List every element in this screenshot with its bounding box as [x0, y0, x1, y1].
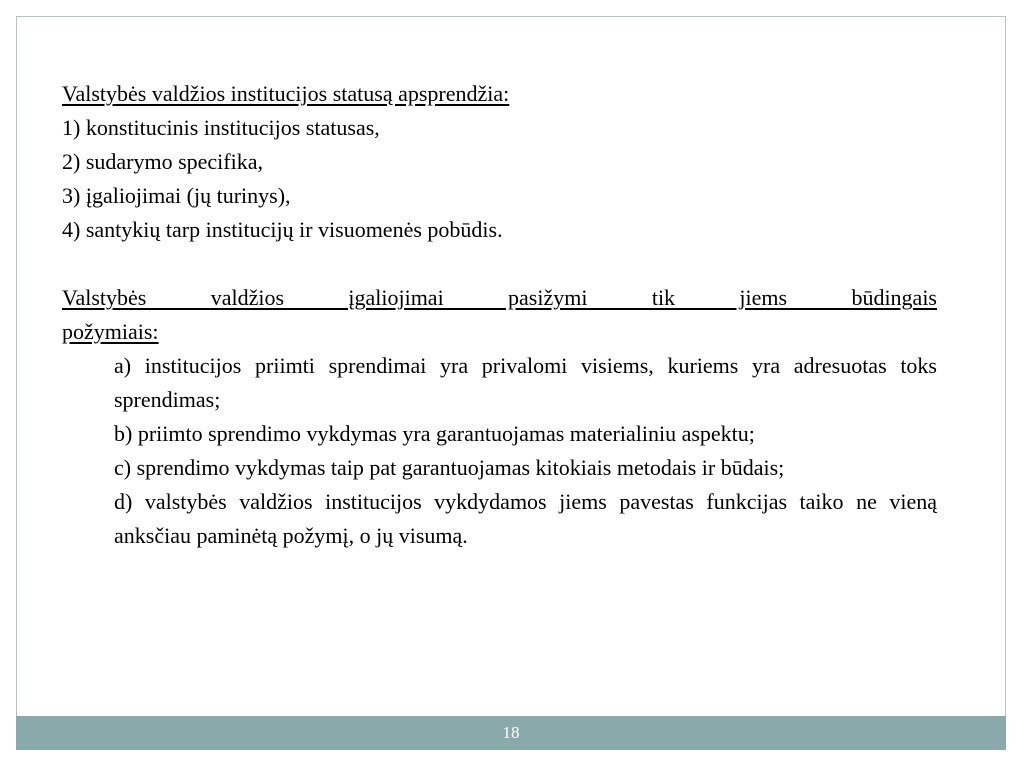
section2-list	[62, 349, 937, 553]
section1-item-4: 4) santykių tarp institucijų ir visuomenės pobūdis.	[62, 217, 503, 242]
section2-item-d: d) valstybės valdžios institucijos vykdydamos jiems pavestas funkcijas taiko ne vieną anksčiau paminėtą požymį, o jų visumą.	[114, 489, 937, 548]
section2-item-c: c) sprendimo vykdymas taip pat garantuojamas kitokiais metodais ir būdais;	[114, 455, 785, 480]
section2-heading-line2: požymiais:	[62, 319, 159, 344]
slide-content	[62, 77, 937, 553]
section2-item-b: b) priimto sprendimo vykdymas yra garantuojamas materialiniu aspektu;	[114, 421, 755, 446]
slide	[16, 16, 1006, 750]
section1-item-1: 1) konstitucinis institucijos statusas,	[62, 115, 380, 140]
section-spacer	[62, 247, 937, 281]
section2-heading-line1: Valstybės valdžios įgaliojimai pasižymi tik jiems būdingais	[62, 285, 937, 310]
footer-bar	[16, 716, 1006, 750]
section2-item-a: a) institucijos priimti sprendimai yra privalomi visiems, kuriems yra adresuotas toks sprendimas;	[114, 353, 937, 412]
section1-item-2: 2) sudarymo specifika,	[62, 149, 263, 174]
page-number: 18	[502, 723, 520, 742]
section1-item-3: 3) įgaliojimai (jų turinys),	[62, 183, 291, 208]
section1-heading: Valstybės valdžios institucijos statusą apsprendžia:	[62, 81, 510, 106]
